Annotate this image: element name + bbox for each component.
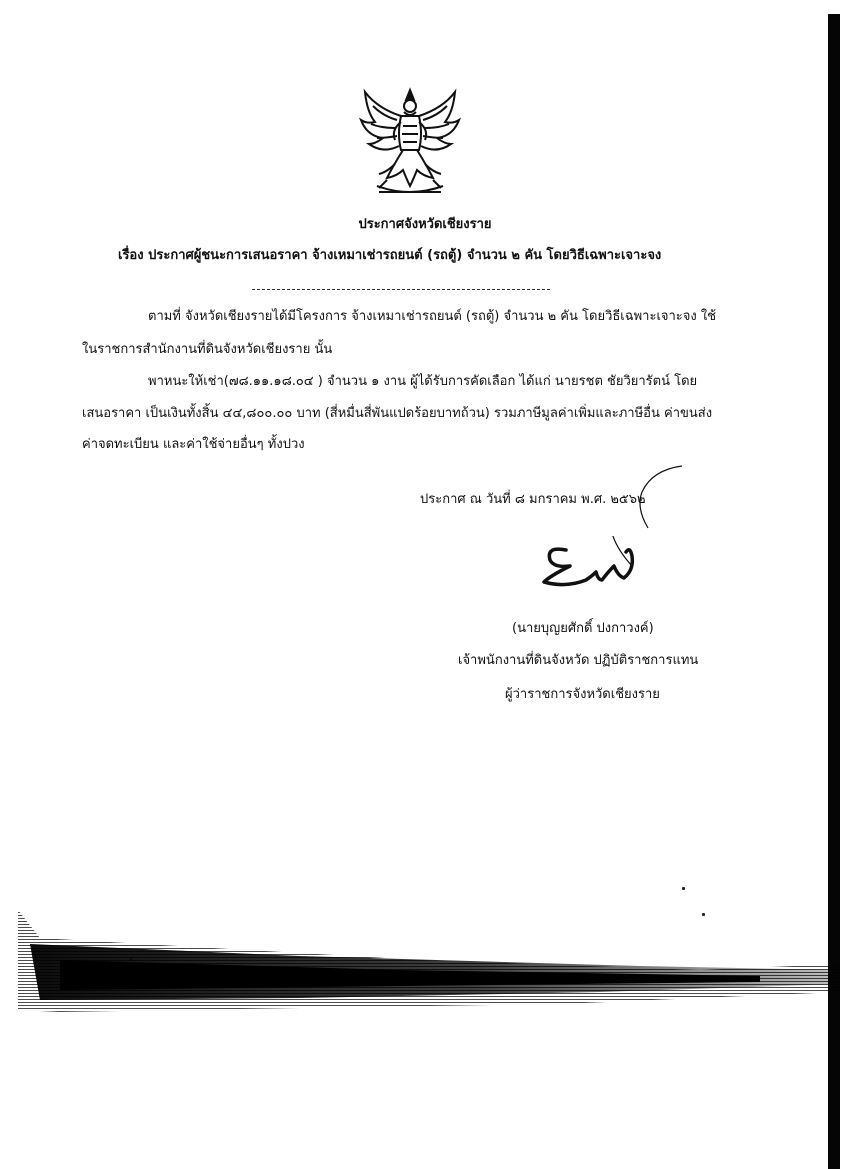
announcement-subject: เรื่อง ประกาศผู้ชนะการเสนอราคา จ้างเหมาเช่ารถยนต์ (รถตู้) จำนวน ๒ คัน โดยวิธีเฉพาะเจาะจง xyxy=(118,248,662,263)
scan-shadow-band xyxy=(0,900,840,1030)
signatory-position-1: เจ้าพนักงานที่ดินจังหวัด ปฏิบัติราชการแทน xyxy=(458,653,699,668)
paragraph-2-line-3: ค่าจดทะเบียน และค่าใช้จ่ายอื่นๆ ทั้งปวง xyxy=(82,437,305,452)
paragraph-2-line-2: เสนอราคา เป็นเงินทั้งสิ้น ๔๔,๘๐๐.๐๐ บาท (สี่หมื่นสี่พันแปดร้อยบาทถ้วน) รวมภาษีมูลค่าเพิ่มและภาษีอื่น ค่าขนส่ง xyxy=(82,406,713,421)
signatory-name: (นายบุญยศักดิ์ ปงกาวงค์) xyxy=(512,621,654,636)
divider-line xyxy=(252,289,550,290)
handwritten-signature xyxy=(536,536,646,596)
paragraph-1-line-2: ในราชการสำนักงานที่ดินจังหวัดเชียงราย นั้น xyxy=(82,342,333,357)
announcement-date: ประกาศ ณ วันที่ ๘ มกราคม พ.ศ. ๒๕๖๒ xyxy=(420,492,646,507)
signature-flourish xyxy=(612,462,692,532)
signatory-position-2: ผู้ว่าราชการจังหวัดเชียงราย xyxy=(505,687,660,702)
scan-speck xyxy=(682,887,685,890)
paragraph-1-line-1: ตามที่ จังหวัดเชียงรายได้มีโครงการ จ้างเหมาเช่ารถยนต์ (รถตู้) จำนวน ๒ คัน โดยวิธีเฉพาะเจาะจง ใช้ xyxy=(148,309,717,324)
announcement-title: ประกาศจังหวัดเชียงราย xyxy=(358,217,492,232)
garuda-emblem-icon xyxy=(357,86,463,198)
paragraph-2-line-1: พาหนะให้เช่า(๗๘.๑๑.๑๘.๐๔ ) จำนวน ๑ งาน ผู้ได้รับการคัดเลือก ได้แก่ นายรชต ชัยวิยารัตน์ โดย xyxy=(148,374,698,389)
